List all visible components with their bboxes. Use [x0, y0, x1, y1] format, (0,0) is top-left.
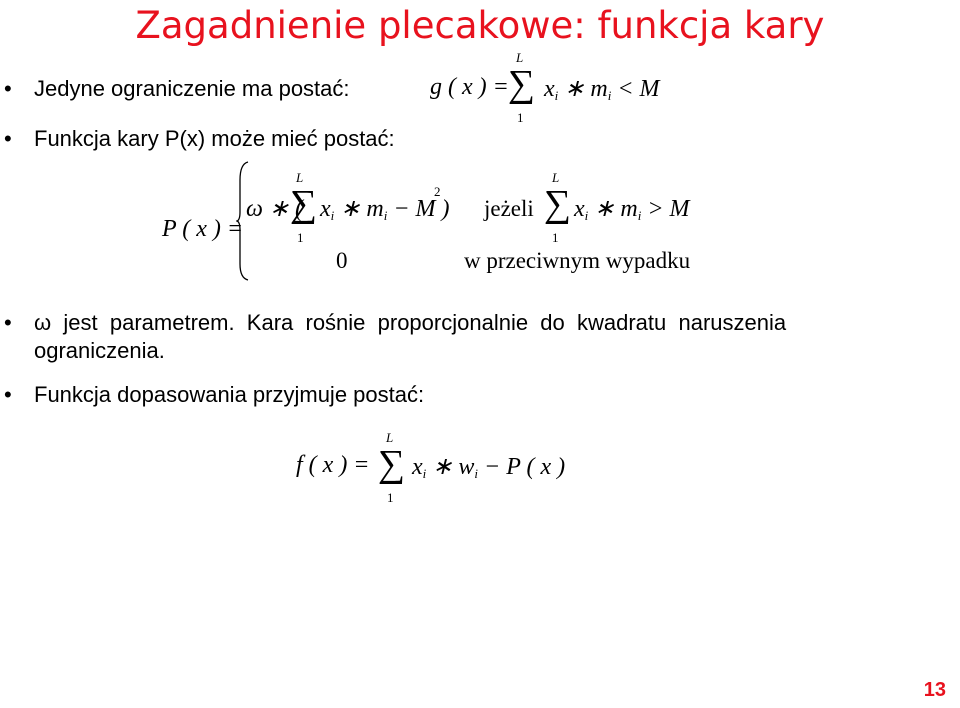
bullet-dot: •: [4, 76, 12, 101]
formula-g-sum-upper: L: [516, 50, 524, 65]
sum-symbol: ∑: [544, 183, 572, 225]
bullet-text: Funkcja dopasowania przyjmuje postać:: [34, 382, 425, 407]
formula-p-condition: $x_i$ ∗ $m_i > M$: [574, 196, 690, 223]
formula-p-power: 2: [434, 184, 441, 199]
slide-title: Zagadnienie plecakowe: funkcja kary: [135, 4, 825, 47]
bullet-text: ograniczenia.: [34, 338, 165, 363]
sum-symbol: ∑: [290, 183, 318, 225]
formula-p-condition-word: jeżeli: [484, 196, 534, 221]
bullet-dot: •: [4, 126, 12, 151]
bullet-dot: •: [4, 382, 12, 407]
formula-p-otherwise: w przeciwnym wypadku: [464, 248, 691, 273]
formula-f-sum-lower: 1: [387, 490, 394, 505]
formula-f-body: $x_i$ ∗ $w_i - P$ ( x ): [412, 454, 566, 481]
bullet-text: ω jest parametrem. Kara rośnie proporcjonalnie do kwadratu naruszenia: [34, 310, 787, 335]
bullet-text: Funkcja kary P(x) może mieć postać:: [34, 126, 395, 151]
formula-p-body: $x_i$ ∗ $m_i - M$ ): [320, 196, 450, 223]
page-number: 13: [923, 679, 946, 701]
formula-g-body: $x_i$ ∗ $m_i < M$: [544, 76, 660, 103]
formula-p-sum-upper: L: [296, 170, 304, 185]
formula-f-lhs: f ( x ) =: [296, 452, 370, 478]
sum-symbol: ∑: [378, 443, 406, 485]
formula-p-cond-sum-upper: L: [552, 170, 560, 185]
bullet-dot: •: [4, 310, 12, 335]
formula-g-lhs: g ( x ) =: [430, 74, 509, 100]
formula-p-omega: ω ∗ (: [246, 196, 304, 222]
formula-p-lhs: P ( x ) =: [162, 216, 244, 242]
formula-g-sum-lower: 1: [517, 110, 524, 125]
sum-symbol: ∑: [508, 63, 536, 105]
formula-p-cond-sum-lower: 1: [552, 230, 559, 245]
formula-p-sum-lower: 1: [297, 230, 304, 245]
formula-f-sum-upper: L: [386, 430, 394, 445]
bullet-text: Jedyne ograniczenie ma postać:: [34, 76, 350, 101]
formula-p-zero: 0: [336, 248, 348, 273]
